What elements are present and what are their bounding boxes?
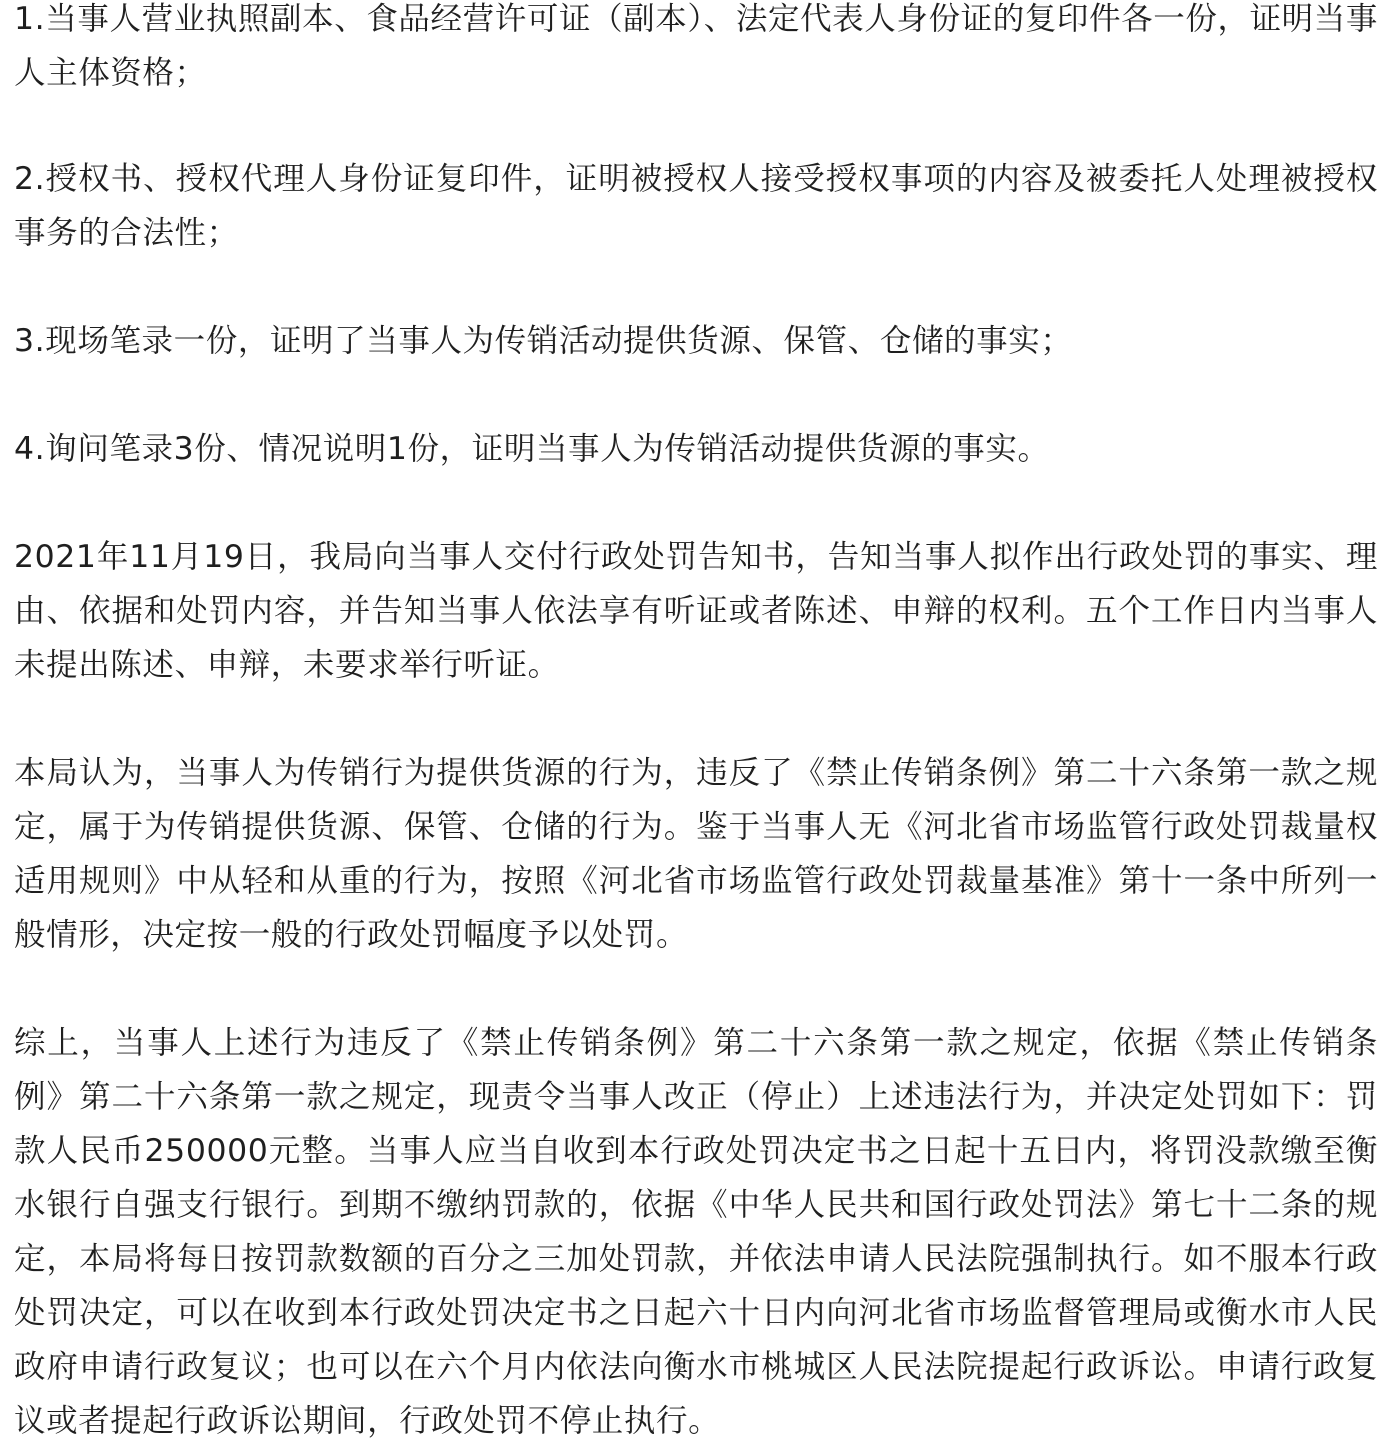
decision-paragraph: 综上，当事人上述行为违反了《禁止传销条例》第二十六条第一款之规定，依据《禁止传销条例》第二十六条第一款之规定，现责令当事人改正（停止）上述违法行为，并决定处罚如下：罚款人民币250000元整。当事人应当自收到本行政处罚决定书之日起十五日内，将罚没款缴至衡水银行自强支行银行。到期不缴纳罚款的，依据《中华人民共和国行政处罚法》第七十二条的规定，本局将每日按罚款数额的百分之三加处罚款，并依法申请人民法院强制执行。如不服本行政处罚决定，可以在收到本行政处罚决定书之日起六十日内向河北省市场监督管理局或衡水市人民政府申请行政复议；也可以在六个月内依法向衡水市桃城区人民法院提起行政诉讼。申请行政复议或者提起行政诉讼期间，行政处罚不停止执行。: [14, 1025, 1378, 1439]
finding-paragraph: 本局认为，当事人为传销行为提供货源的行为，违反了《禁止传销条例》第二十六条第一款之规定，属于为传销提供货源、保管、仓储的行为。鉴于当事人无《河北省市场监管行政处罚裁量权适用规则》中从轻和从重的行为，按照《河北省市场监管行政处罚裁量基准》第十一条中所列一般情形，决定按一般的行政处罚幅度予以处罚。: [14, 755, 1378, 953]
evidence-item-4: 4.询问笔录3份、情况说明1份，证明当事人为传销活动提供货源的事实。: [14, 431, 1050, 467]
evidence-item-3: 3.现场笔录一份，证明了当事人为传销活动提供货源、保管、仓储的事实；: [14, 323, 1073, 359]
notice-paragraph: 2021年11月19日，我局向当事人交付行政处罚告知书，告知当事人拟作出行政处罚的事实、理由、依据和处罚内容，并告知当事人依法享有听证或者陈述、申辩的权利。五个工作日内当事人未提出陈述、申辩，未要求举行听证。: [14, 539, 1378, 683]
evidence-item-2: 2.授权书、授权代理人身份证复印件，证明被授权人接受授权事项的内容及被委托人处理被授权事务的合法性；: [14, 161, 1378, 251]
evidence-item-1: 1.当事人营业执照副本、食品经营许可证（副本）、法定代表人身份证的复印件各一份，证明当事人主体资格；: [14, 1, 1378, 91]
